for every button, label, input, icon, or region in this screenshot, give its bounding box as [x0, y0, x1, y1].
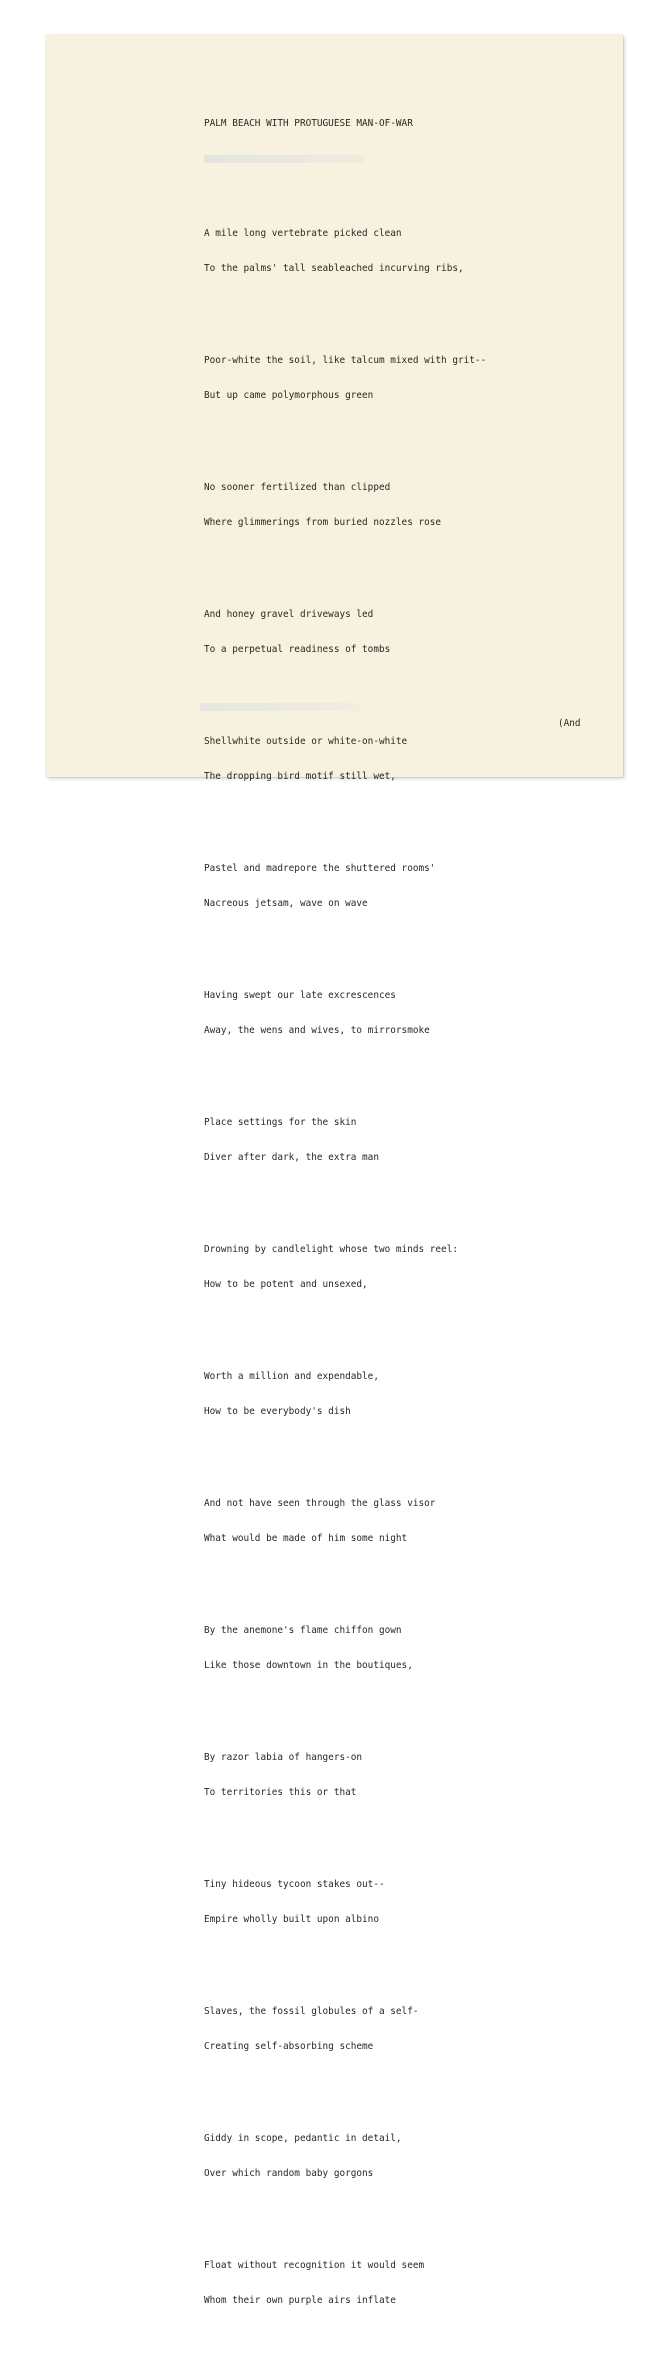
poem-line: Like those downtown in the boutiques,: [204, 1659, 413, 1671]
faint-show-through-line: [200, 703, 360, 711]
poem-line: Giddy in scope, pedantic in detail,: [204, 2133, 402, 2144]
poem-line: By razor labia of hangers-on: [204, 1752, 363, 1763]
stanza: [204, 459, 486, 551]
stanza: [204, 713, 486, 805]
poem-line: To the palms' tall seableached incurving ribs,: [204, 262, 464, 274]
poem-line: What would be made of him some night: [204, 1532, 408, 1544]
stanza: [204, 205, 486, 297]
faint-show-through-line: [204, 155, 364, 163]
stanza: [204, 1983, 486, 2075]
poem-line: Worth a million and expendable,: [204, 1371, 379, 1382]
poem-line: Drowning by candlelight whose two minds reel:: [204, 1244, 458, 1255]
stanza: [204, 1602, 486, 1694]
poem-line: To territories this or that: [204, 1786, 357, 1798]
stanza: [204, 840, 486, 932]
stanza: [204, 1221, 486, 1313]
poem-line: Empire wholly built upon albino: [204, 1913, 379, 1925]
poem-line: Slaves, the fossil globules of a self-: [204, 2006, 419, 2017]
poem-line: Whom their own purple airs inflate: [204, 2294, 396, 2306]
stanza: [204, 1729, 486, 1821]
poem-line: Poor-white the soil, like talcum mixed with grit--: [204, 355, 487, 366]
poem-line: Nacreous jetsam, wave on wave: [204, 897, 368, 909]
poem-line: To a perpetual readiness of tombs: [204, 643, 391, 655]
stanza: [204, 332, 486, 424]
poem-line: Float without recognition it would seem: [204, 2260, 425, 2271]
stanza: [204, 1348, 486, 1440]
poem-line: Creating self-absorbing scheme: [204, 2040, 374, 2052]
poem-line: But up came polymorphous green: [204, 389, 374, 401]
poem-line: Away, the wens and wives, to mirrorsmoke: [204, 1024, 430, 1036]
poem-line: Having swept our late excrescences: [204, 990, 396, 1001]
poem-line: No sooner fertilized than clipped: [204, 482, 391, 493]
poem-line: Pastel and madrepore the shuttered rooms': [204, 863, 436, 874]
poem-line: How to be everybody's dish: [204, 1405, 351, 1417]
poem-line: How to be potent and unsexed,: [204, 1278, 368, 1290]
stanza: [204, 2237, 486, 2329]
poem-line: Shellwhite outside or white-on-white: [204, 736, 408, 747]
poem-line: The dropping bird motif still wet,: [204, 770, 396, 782]
poem-line: Place settings for the skin: [204, 1117, 357, 1128]
stanza: [204, 1856, 486, 1948]
poem-line: By the anemone's flame chiffon gown: [204, 1625, 402, 1636]
poem-line: And not have seen through the glass visor: [204, 1498, 436, 1509]
stanza: [204, 967, 486, 1059]
stanza: [204, 1475, 486, 1567]
stanza: [204, 2110, 486, 2202]
stanza: [204, 586, 486, 678]
poem-title: PALM BEACH WITH PROTUGUESE MAN-OF-WAR: [204, 118, 413, 129]
poem-body: [204, 95, 486, 2353]
poem-line: Diver after dark, the extra man: [204, 1151, 379, 1163]
poem-line: Tiny hideous tycoon stakes out--: [204, 1879, 385, 1890]
poem-line: A mile long vertebrate picked clean: [204, 228, 402, 239]
catchword: (And: [558, 718, 581, 729]
poem-line: Where glimmerings from buried nozzles rose: [204, 516, 442, 528]
poem-line: And honey gravel driveways led: [204, 609, 374, 620]
poem-line: Over which random baby gorgons: [204, 2167, 374, 2179]
stanza: [204, 1094, 486, 1186]
